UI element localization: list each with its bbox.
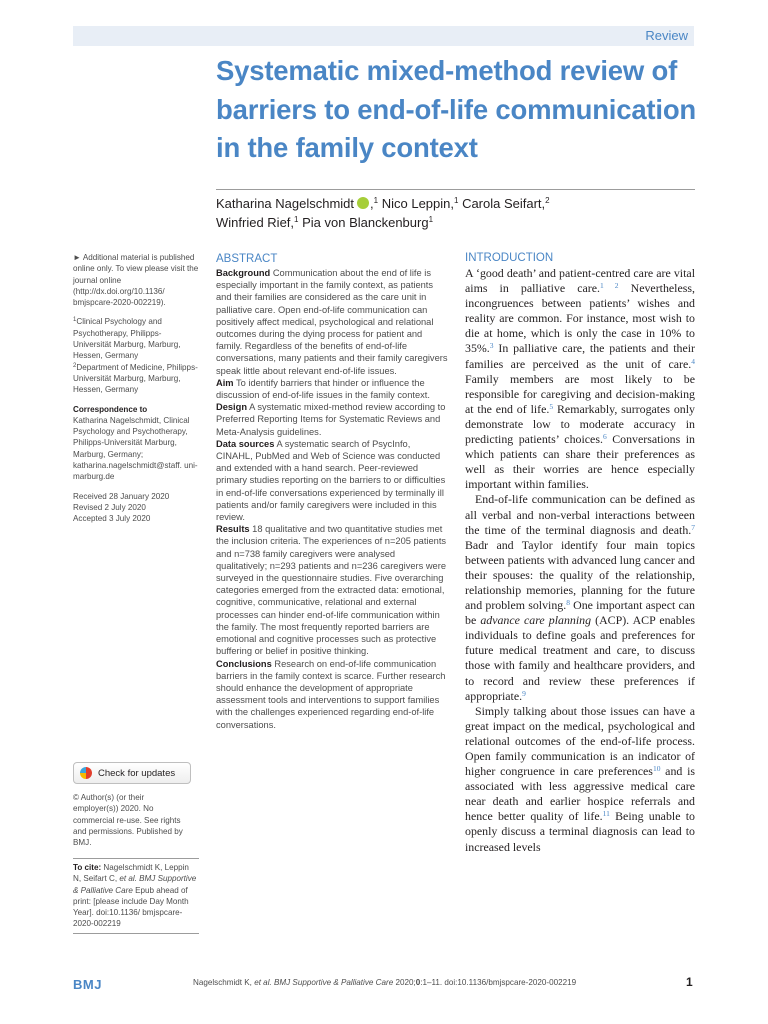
- abstract-heading: ABSTRACT: [216, 253, 278, 265]
- abstract-subheading: Aim: [216, 377, 234, 388]
- footer-journal: et al. BMJ Supportive & Palliative Care: [254, 978, 394, 987]
- title-divider: [216, 189, 695, 190]
- paragraph-text: Simply talking about those issues can have a great impact on the medical, psychological and relational outcomes of the end-of-life process. Open family communication is an indicator of higher congruence in care preferences: [465, 703, 695, 779]
- reference-link[interactable]: 6: [602, 432, 607, 442]
- check-for-updates-button[interactable]: [73, 762, 191, 784]
- additional-material-note[interactable]: ► Additional material is published online only. To view please visit the journal online (http://dx.doi.org/10.1136/ bmjspcare-2020-002219).: [73, 253, 199, 308]
- affiliation-marker: 1: [428, 215, 434, 224]
- reference-link[interactable]: 7: [691, 522, 695, 532]
- citation-text: Nagelschmidt K, Leppin N, Seifart C,: [73, 863, 189, 884]
- abstract-subheading: Design: [216, 402, 247, 413]
- reference-link[interactable]: 10: [652, 764, 661, 774]
- article-title: Systematic mixed-method review of barriers to end-of-life communication in the family context: [216, 55, 697, 163]
- paragraph-text: One important aspect can be: [465, 598, 695, 628]
- paragraph-text: and is associated with less aggressive medical care near death and earlier hospice referrals and hence better quality of life.: [465, 764, 695, 824]
- reference-link[interactable]: 3: [489, 341, 494, 351]
- paragraph-text: (ACP). ACP enables individuals to define goals and preferences for future medical treatment and care, to discuss those with family and healthcare providers, and to record and review these preferences if appropriate.: [465, 613, 695, 703]
- correspondence-heading: Correspondence to: [73, 404, 148, 414]
- author-name[interactable]: Katharina Nagelschmidt: [216, 196, 355, 211]
- abstract-subheading: Data sources: [216, 438, 275, 449]
- intro-paragraph: [465, 266, 695, 492]
- paragraph-text: Remarkably, surrogates only demonstrate low to moderate accuracy in predicting patients’ choices.: [465, 401, 695, 447]
- affiliation-marker: 1: [454, 196, 459, 205]
- paragraph-text: Badr and Taylor identify four main topics between patients with advanced lung cancer and their spouses: the quality of the relationship, relationship memories, planning for the future and problem solving.: [465, 537, 695, 613]
- introduction-section: [465, 251, 695, 855]
- abstract-text: A systematic search of PsycInfo, CINAHL, PubMed and Web of Science was conducted and extended with a hand search. Peer-reviewed primary studies reporting on the barriers to or difficulties in end-of-life conversations experienced by terminally ill patients and/or family caregivers were included in this review.: [216, 438, 446, 523]
- received-date: Received 28 January 2020: [73, 491, 170, 501]
- author-name[interactable]: Pia von Blanckenburg: [298, 215, 429, 230]
- affiliation-number: 2: [73, 362, 77, 369]
- article-type-label: Review: [645, 28, 688, 43]
- footer-text: 2020;: [393, 978, 416, 987]
- citation-journal: BMJ Supportive & Palliative Care: [73, 874, 197, 895]
- author-separator: ,: [370, 196, 374, 211]
- author-name[interactable]: Carola Seifart,: [458, 196, 546, 211]
- citation-heading: To cite:: [73, 863, 102, 872]
- abstract-text: 18 qualitative and two quantitative studies met the inclusion criteria. The experiences of n=205 patients and n=738 family caregivers were analysed qualitatively; n=293 patients and n=236 caregivers were surveyed in the questionnaire studies. Five overarching categories emerged from the extracted data: emotional, cognitive, communicative, relational and external processes can hinder end-of-life communication within the family. The most frequently reported barriers are emotional and cognitive processes such as protective buffering or belief in positive thinking.: [216, 524, 447, 657]
- correspondence-body[interactable]: Katharina Nagelschmidt, Clinical Psychology and Psychotherapy, Philipps-Universität Marburg, Marburg, Germany; katharina.nagelschmidt@staff. uni-marburg.de: [73, 415, 198, 482]
- accepted-date: Accepted 3 July 2020: [73, 514, 151, 524]
- abstract-text: Communication about the end of life is especially important in the family context, as patients and their families are considered as the care unit in palliative care. Open end-of-life communication can positively affect medical, psychological and relational outcomes during the dying process for patient and family. Regardless of the benefits of end-of-life conversations, many patients and their family caregivers speak little about relevant end-of-life issues.: [216, 268, 448, 376]
- copyright-notice: © Author(s) (or their employer(s)) 2020. No commercial re-use. See rights and permissions. Published by BMJ.: [73, 793, 183, 848]
- abstract-section: [216, 252, 448, 731]
- paragraph-text: Being unable to openly discuss a terminal diagnosis can lead to increased levels: [465, 809, 695, 854]
- reference-link[interactable]: 8: [566, 598, 570, 608]
- abstract-results: [216, 523, 448, 657]
- crossmark-icon: [80, 767, 92, 779]
- affiliation-marker: 1: [373, 196, 379, 205]
- affiliation-marker: 1: [294, 215, 299, 224]
- dates: [73, 491, 199, 525]
- abstract-text: To identify barriers that hinder or influence the discussion of end-of-life issues in the family context.: [216, 377, 430, 401]
- citation-box: [73, 858, 199, 934]
- footer-citation: [193, 978, 593, 987]
- reference-link[interactable]: 1 2: [600, 281, 619, 291]
- paragraph-text: Conversations in which patients can share their preferences as well as their worries are hence especially important within families.: [465, 432, 696, 492]
- intro-paragraph: [465, 492, 695, 703]
- paragraph-text: In palliative care, the patients and their families are perceived as the unit of care.: [465, 341, 695, 371]
- paragraph-text: A ‘good death’ and patient-centred care are vital aims in palliative care.: [465, 266, 695, 296]
- footer-text: Nagelschmidt K,: [193, 978, 255, 987]
- paragraph-text: Family members are most likely to be responsible for caregiving and decision-making at the end of life.: [465, 371, 695, 416]
- header-bar: [73, 26, 694, 46]
- orcid-icon[interactable]: [357, 197, 369, 209]
- check-for-updates-label: Check for updates: [98, 767, 176, 779]
- correspondence: [73, 404, 199, 483]
- abstract-aim: [216, 377, 448, 401]
- abstract-design: [216, 401, 448, 438]
- abstract-data-sources: [216, 438, 448, 523]
- reference-link[interactable]: 4: [691, 356, 695, 366]
- reference-link[interactable]: 9: [522, 688, 526, 698]
- affiliation-1: [73, 316, 199, 395]
- affiliation-number: 1: [73, 317, 77, 324]
- affiliation-marker: 2: [545, 196, 550, 205]
- paragraph-text: Nevertheless, incongruences between patients’ wishes and reality are common. For instance, most wish to die at home, which is only the case in 10% to 35%.: [465, 281, 695, 356]
- abstract-text: Research on end-of-life communication barriers in the family context is scarce. Further research should enhance the development of appropriate assessment tools and interventions to support families with the challenges experienced regarding end-of-life conversations.: [216, 658, 446, 730]
- affiliation-text: Department of Medicine, Philipps-Universität Marburg, Marburg, Hessen, Germany: [73, 362, 198, 395]
- affiliation-text: Clinical Psychology and Psychotherapy, Philipps-Universität Marburg, Marburg, Hessen, Germany: [73, 317, 181, 361]
- citation-details: Epub ahead of print: [please include Day Month Year]. doi:10.1136/ bmjspcare-2020-002219: [73, 885, 189, 929]
- footer-text: :1–11. doi:10.1136/bmjspcare-2020-002219: [420, 978, 577, 987]
- intro-paragraph: [465, 704, 695, 855]
- citation-etal: et al.: [119, 874, 137, 884]
- author-name[interactable]: Nico Leppin,: [378, 196, 454, 211]
- abstract-subheading: Conclusions: [216, 658, 272, 669]
- abstract-subheading: Results: [216, 524, 250, 535]
- introduction-heading: INTRODUCTION: [465, 252, 554, 264]
- page-number: 1: [686, 975, 693, 989]
- abstract-text: A systematic mixed-method review according to Preferred Reporting Items for Systematic Reviews and Meta-Analysis guidelines.: [216, 402, 446, 437]
- abstract-conclusions: [216, 658, 448, 731]
- reference-link[interactable]: 5: [549, 401, 554, 411]
- bmj-logo[interactable]: BMJ: [73, 977, 102, 992]
- reference-link[interactable]: 11: [602, 809, 610, 819]
- footer-volume: 0: [415, 978, 421, 987]
- sidebar-notes: [73, 252, 199, 533]
- abstract-subheading: Background: [216, 268, 271, 278]
- emphasis-term: advance care planning: [480, 613, 592, 628]
- paragraph-text: End-of-life communication can be defined as all verbal and non-verbal interactions between the time of the terminal diagnosis and death.: [465, 492, 695, 537]
- author-name[interactable]: Winfried Rief,: [216, 215, 295, 230]
- revised-date: Revised 2 July 2020: [73, 502, 146, 512]
- abstract-background: [216, 267, 448, 377]
- author-list: [216, 194, 696, 232]
